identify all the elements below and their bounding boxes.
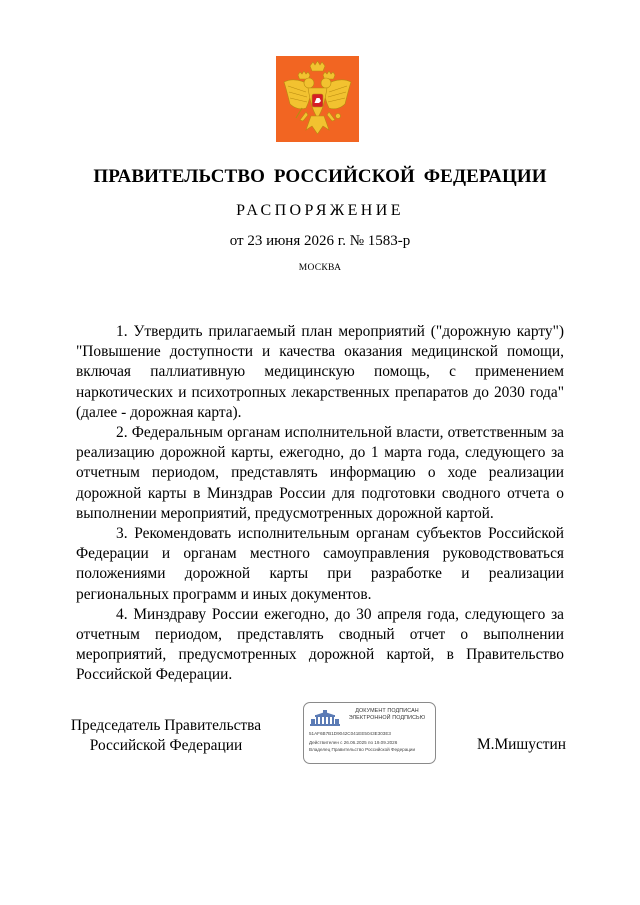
signer-title-line-1: Председатель Правительства <box>70 717 262 734</box>
paragraph-4: 4. Минздраву России ежегодно, до 30 апреля года, следующего за отчетным периодом, представлять сводный отчет о выполнении мероприятий, предусмотренных дорожной картой, в Правительство Российской Федерации. <box>76 605 564 684</box>
coat-of-arms-icon <box>276 56 359 142</box>
government-title: ПРАВИТЕЛЬСТВО РОССИЙСКОЙ ФЕДЕРАЦИИ <box>93 166 547 187</box>
stamp-heading-line-1: ДОКУМЕНТ ПОДПИСАН <box>355 708 419 714</box>
stamp-serial-number: 51AF6B7B1D9042C041EE5043E303E3 <box>309 731 391 736</box>
stamp-heading-line-2: ЭЛЕКТРОННОЙ ПОДПИСЬЮ <box>348 715 426 721</box>
electronic-signature-stamp <box>303 702 436 764</box>
document-date-number: от 23 июня 2026 г. № 1583-р <box>229 233 411 249</box>
signer-name: М.Мишустин <box>476 736 566 753</box>
signer-title <box>60 716 272 756</box>
government-building-icon <box>310 709 340 727</box>
stamp-owner: Владелец Правительство Российской Федерации <box>309 747 416 752</box>
paragraph-3: 3. Рекомендовать исполнительным органам субъектов Российской Федерации и органам местного самоуправления руководствоваться положениями дорожной карты при разработке и реализации региональных программ и иных документов. <box>76 525 564 603</box>
paragraph-2: 2. Федеральным органам исполнительной власти, ответственным за реализацию дорожной карты, ежегодно, до 1 марта года, следующего за отчетным периодом, представлять информацию о ходе реализации дорожной карты в Минздрав России для подготовки сводного отчета о выполнении мероприятий, предусмотренных дорожной картой. <box>76 424 564 522</box>
signer-title-line-2: Российской Федерации <box>89 737 243 754</box>
document-type: РАСПОРЯЖЕНИЕ <box>236 202 404 219</box>
stamp-heading <box>341 708 433 722</box>
document-city: МОСКВА <box>298 263 342 273</box>
stamp-validity: Действителен с 26.06.2025 по 19.09.2026 <box>309 740 398 745</box>
document-body <box>76 322 564 686</box>
paragraph-1: 1. Утвердить прилагаемый план мероприятий ("дорожную карту") "Повышение доступности и качества оказания медицинской помощи, включая паллиативную медицинскую помощь, с применением наркотических и психотропных лекарственных препаратов до 2030 года" (далее - дорожная карта). <box>76 323 564 421</box>
